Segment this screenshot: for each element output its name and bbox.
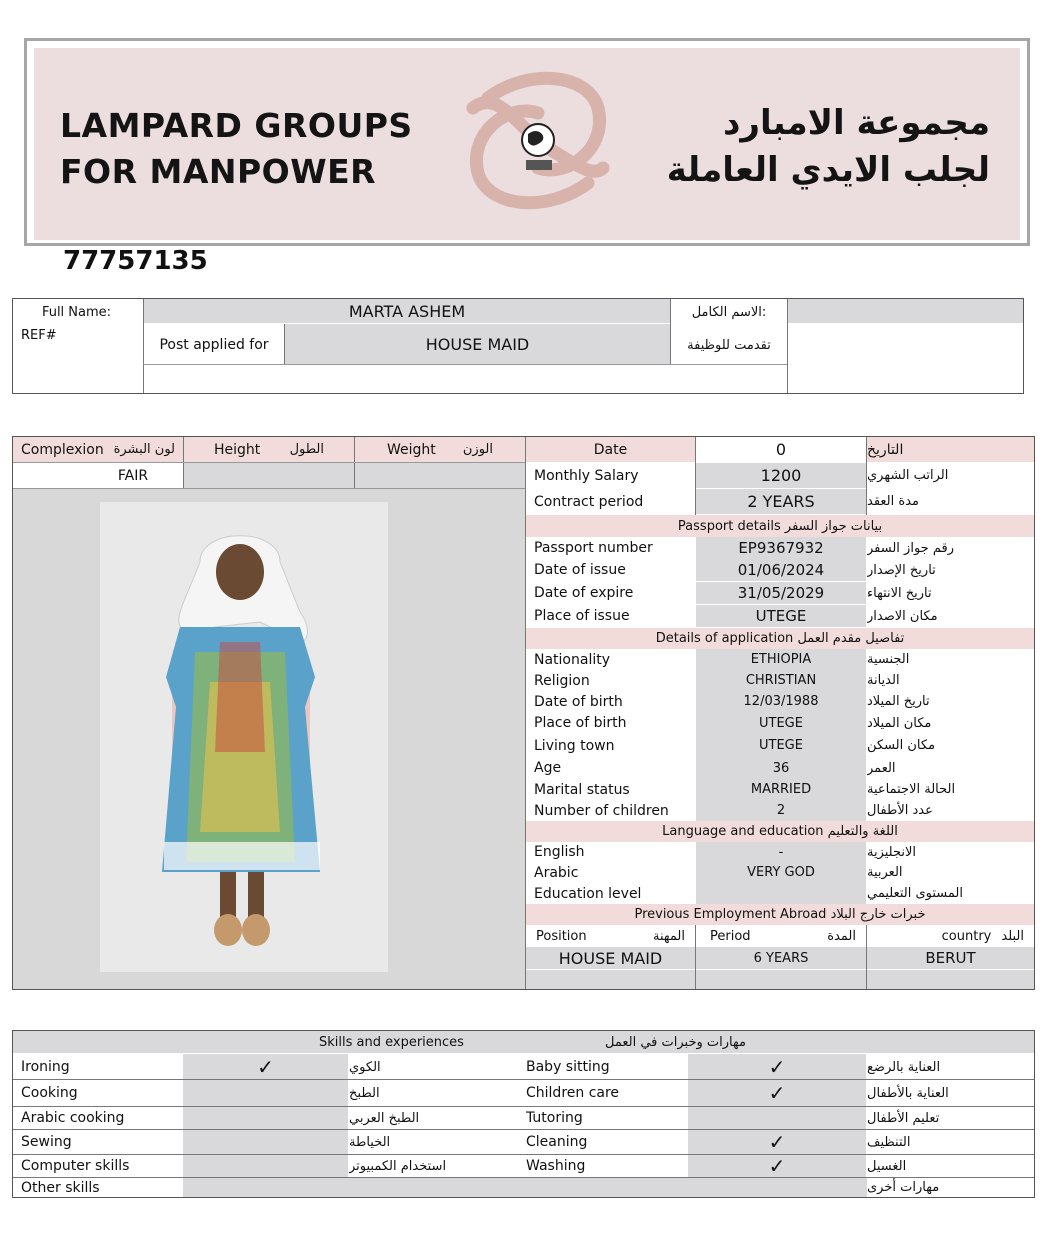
- skill-checkbox[interactable]: [183, 1107, 348, 1129]
- weight-label: Weight: [387, 441, 436, 458]
- brand-name-en-line1: LAMPARD GROUPS: [60, 106, 413, 145]
- skill-label: Tutoring: [526, 1110, 583, 1126]
- height-value: [184, 463, 354, 488]
- row-label: Marital status: [534, 781, 630, 798]
- skill-label-ar: العناية بالرضع: [867, 1059, 941, 1075]
- full-name-value: MARTA ASHEM: [144, 299, 670, 323]
- brand-name-en-line2: FOR MANPOWER: [60, 152, 377, 191]
- complexion-label-ar: لون البشرة: [113, 442, 175, 457]
- ref-label: REF#: [21, 327, 57, 343]
- employment-period-header: [696, 925, 866, 947]
- skill-label-ar: الطبخ: [349, 1085, 380, 1101]
- row-label-ar: تاريخ الإصدار: [867, 562, 936, 578]
- row-label: Date of birth: [534, 693, 623, 710]
- row-value: -: [696, 842, 866, 862]
- row-label: Place of birth: [534, 715, 627, 731]
- complexion-header: [13, 437, 183, 462]
- row-label: Nationality: [534, 651, 611, 668]
- skill-label: Children care: [526, 1085, 620, 1101]
- row-label: Date of expire: [534, 585, 634, 601]
- row-label-ar: مكان الميلاد: [867, 715, 932, 731]
- row-value: 31/05/2029: [696, 582, 866, 604]
- contract-period-value: 2 YEARS: [696, 489, 866, 514]
- row-label-ar: مكان السكن: [867, 738, 936, 753]
- row-value: EP9367932: [696, 537, 866, 559]
- brand-name-ar-line1: مجموعة الامبارد: [722, 103, 990, 143]
- skills-divider: [13, 1129, 1034, 1130]
- company-logo: [458, 68, 618, 213]
- skill-label-ar: تعليم الأطفال: [867, 1110, 940, 1126]
- skills-divider: [13, 1154, 1034, 1155]
- skills-divider: [13, 1106, 1034, 1107]
- skill-label: Baby sitting: [526, 1059, 610, 1075]
- row-label: Living town: [534, 737, 615, 754]
- row-label-ar: العمر: [867, 760, 896, 776]
- salary-label-ar: الراتب الشهري: [867, 468, 949, 483]
- contract-period-label: Contract period: [534, 493, 644, 510]
- row-value: [696, 883, 866, 904]
- height-label-ar: الطول: [289, 442, 324, 457]
- skill-checkbox[interactable]: [183, 1178, 867, 1197]
- row-value: MARRIED: [696, 779, 866, 800]
- skill-label: Ironing: [21, 1059, 70, 1075]
- skill-label: Arabic cooking: [21, 1110, 125, 1126]
- row-value: VERY GOD: [696, 862, 866, 883]
- skill-label-ar: التنظيف: [867, 1134, 911, 1150]
- weight-header: [355, 437, 525, 462]
- country-label: country: [941, 928, 992, 944]
- date-label: Date: [526, 437, 695, 462]
- weight-label-ar: الوزن: [462, 442, 493, 457]
- skill-label-ar: الطبخ العربي: [349, 1110, 420, 1126]
- passport-section-title: Passport details بيانات جواز السفر: [526, 515, 1034, 537]
- skill-checkbox[interactable]: ✓: [688, 1155, 866, 1177]
- complexion-value: FAIR: [117, 467, 149, 484]
- full-name-label-ar: الاسم الكامل:: [691, 304, 767, 320]
- post-applied-value: HOUSE MAID: [285, 324, 670, 364]
- height-header: [184, 437, 354, 462]
- row-value: 36: [696, 757, 866, 779]
- row-label: Passport number: [534, 540, 653, 556]
- employment-position-value: HOUSE MAID: [526, 947, 695, 969]
- skill-checkbox[interactable]: [688, 1107, 866, 1129]
- complexion-label: Complexion: [21, 441, 104, 458]
- skill-label-ar: العناية بالأطفال: [867, 1085, 949, 1101]
- skill-label: Sewing: [21, 1134, 72, 1150]
- full-name-label: Full Name:: [41, 304, 112, 320]
- row-label-ar: الانجليزية: [867, 844, 917, 860]
- employment-period-value: 6 YEARS: [696, 947, 866, 969]
- skills-divider: [13, 1177, 1034, 1178]
- skills-header-row: [13, 1031, 1034, 1053]
- row-label-ar: مكان الاصدار: [867, 608, 938, 624]
- row-label-ar: المستوى التعليمي: [867, 886, 963, 901]
- employment-section-title: Previous Employment Abroad خبرات خارج البلاد: [526, 904, 1034, 925]
- row-label-ar: الديانة: [867, 673, 900, 688]
- row-label-ar: رقم جواز السفر: [867, 540, 954, 556]
- skill-checkbox[interactable]: ✓: [688, 1080, 866, 1106]
- position-label: Position: [536, 928, 587, 944]
- skills-title-ar: مهارات وخبرات في العمل: [605, 1034, 746, 1050]
- row-label-ar: تاريخ الميلاد: [867, 694, 930, 709]
- skill-label-ar: مهارات أخرى: [867, 1180, 940, 1195]
- skill-label-ar: الخياطة: [349, 1134, 391, 1150]
- weight-value: [355, 463, 525, 488]
- skill-checkbox[interactable]: [183, 1130, 348, 1154]
- header-banner: [34, 48, 1020, 240]
- salary-label: Monthly Salary: [534, 467, 639, 484]
- row-label: Age: [534, 760, 562, 776]
- skill-label-ar: استخدام الكمبيوتر: [349, 1158, 447, 1174]
- skill-label-ar: الغسيل: [867, 1158, 907, 1174]
- skill-checkbox[interactable]: ✓: [688, 1130, 866, 1154]
- date-value: 0: [775, 440, 787, 459]
- skill-checkbox[interactable]: ✓: [183, 1054, 348, 1080]
- salary-value: 1200: [696, 463, 866, 488]
- row-label: Arabic: [534, 864, 579, 881]
- row-label: Religion: [534, 672, 590, 689]
- language-section-title: Language and education اللغة والتعليم: [526, 821, 1034, 842]
- post-applied-label: Post applied for: [159, 337, 269, 353]
- row-value: CHRISTIAN: [696, 670, 866, 691]
- row-label-ar: الجنسية: [867, 652, 910, 667]
- row-label: English: [534, 844, 585, 860]
- row-label: Date of issue: [534, 562, 626, 578]
- row-label-ar: عدد الأطفال: [867, 803, 933, 818]
- employment-country-header: [867, 925, 1034, 947]
- skill-label: Cleaning: [526, 1134, 588, 1150]
- row-value: ETHIOPIA: [696, 649, 866, 670]
- skill-checkbox[interactable]: [183, 1155, 348, 1177]
- row-value: 12/03/1988: [696, 691, 866, 712]
- row-label: Education level: [534, 885, 642, 902]
- row-label: Place of issue: [534, 608, 630, 624]
- row-value: UTEGE: [696, 605, 866, 627]
- skills-title-en: Skills and experiences: [319, 1034, 464, 1050]
- skills-divider: [13, 1079, 1034, 1080]
- employment-empty-row: [526, 970, 1034, 989]
- applicant-photo: [100, 502, 388, 972]
- row-value: UTEGE: [696, 712, 866, 734]
- skill-label: Cooking: [21, 1085, 78, 1101]
- brand-name-ar-line2: لجلب الايدي العاملة: [666, 150, 990, 190]
- period-label-ar: المدة: [827, 928, 856, 944]
- row-label-ar: العربية: [867, 865, 903, 880]
- row-value: 01/06/2024: [696, 559, 866, 581]
- row-label-ar: تاريخ الانتهاء: [867, 585, 932, 601]
- skill-label-ar: الكوي: [349, 1059, 381, 1075]
- height-label: Height: [214, 441, 261, 458]
- row-label-ar: الحالة الاجتماعية: [867, 782, 956, 797]
- details-section-title: Details of application تفاصيل مقدم العمل: [526, 628, 1034, 649]
- employment-position-header: [526, 925, 695, 947]
- date-label-ar: التاريخ: [867, 437, 1034, 462]
- skill-label: Computer skills: [21, 1158, 130, 1174]
- period-label: Period: [710, 928, 751, 944]
- post-applied-label-ar: تقدمت للوظيفة: [687, 337, 771, 353]
- skill-checkbox[interactable]: ✓: [688, 1054, 866, 1080]
- country-label-ar: البلد: [1001, 928, 1024, 944]
- skill-checkbox[interactable]: [183, 1080, 348, 1106]
- skill-label: Other skills: [21, 1179, 100, 1196]
- position-label-ar: المهنة: [653, 928, 685, 944]
- skill-label: Washing: [526, 1158, 586, 1174]
- row-label: Number of children: [534, 802, 669, 819]
- reference-number: 77757135: [63, 246, 208, 276]
- row-value: UTEGE: [696, 734, 866, 757]
- row-value: 2: [696, 800, 866, 821]
- employment-country-value: BERUT: [867, 947, 1034, 969]
- full-name-extra-cell: [788, 299, 1023, 323]
- contract-period-label-ar: مدة العقد: [867, 494, 919, 509]
